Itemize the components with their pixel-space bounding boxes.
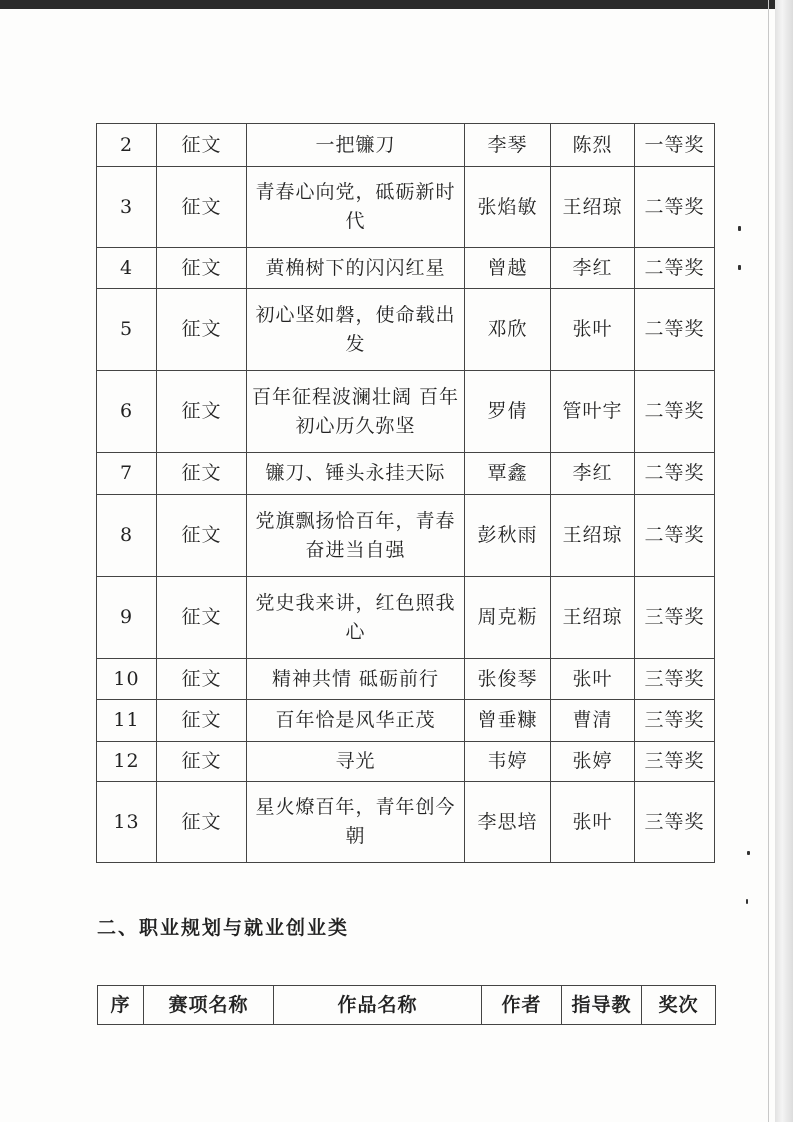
row-author: 李琴 — [465, 124, 551, 167]
row-category: 征文 — [157, 659, 247, 700]
row-title: 青春心向党，砥砺新时代 — [247, 167, 465, 248]
row-category: 征文 — [157, 371, 247, 453]
row-advisor: 王绍琼 — [551, 495, 635, 577]
row-number: 5 — [97, 289, 157, 371]
row-award: 三等奖 — [635, 742, 715, 782]
row-award: 一等奖 — [635, 124, 715, 167]
row-title: 精神共情 砥砺前行 — [247, 659, 465, 700]
row-award: 三等奖 — [635, 782, 715, 863]
table-row — [97, 371, 715, 453]
row-award: 三等奖 — [635, 577, 715, 659]
header-work: 作品名称 — [274, 986, 482, 1025]
row-author: 覃鑫 — [465, 453, 551, 495]
row-title: 党史我来讲，红色照我心 — [247, 577, 465, 659]
row-category: 征文 — [157, 289, 247, 371]
row-title: 寻光 — [247, 742, 465, 782]
row-number: 9 — [97, 577, 157, 659]
row-award: 三等奖 — [635, 659, 715, 700]
header-author: 作者 — [482, 986, 562, 1025]
row-number: 12 — [97, 742, 157, 782]
row-number: 10 — [97, 659, 157, 700]
row-number: 4 — [97, 248, 157, 289]
row-category: 征文 — [157, 167, 247, 248]
row-category: 征文 — [157, 453, 247, 495]
row-author: 周克粝 — [465, 577, 551, 659]
row-award: 二等奖 — [635, 495, 715, 577]
row-advisor: 曹清 — [551, 700, 635, 742]
row-award: 二等奖 — [635, 453, 715, 495]
row-advisor: 张叶 — [551, 289, 635, 371]
row-title: 党旗飘扬恰百年，青春奋进当自强 — [247, 495, 465, 577]
section2-table-header — [97, 985, 716, 1025]
table-row — [97, 289, 715, 371]
row-number: 3 — [97, 167, 157, 248]
table-row — [97, 124, 715, 167]
row-title: 一把镰刀 — [247, 124, 465, 167]
row-author: 张俊琴 — [465, 659, 551, 700]
row-number: 8 — [97, 495, 157, 577]
scan-speck — [738, 265, 741, 270]
row-author: 罗倩 — [465, 371, 551, 453]
scan-speck — [747, 851, 750, 855]
row-author: 韦婷 — [465, 742, 551, 782]
scan-speck — [746, 899, 748, 904]
table-row — [97, 167, 715, 248]
row-title: 镰刀、锤头永挂天际 — [247, 453, 465, 495]
row-category: 征文 — [157, 700, 247, 742]
row-category: 征文 — [157, 782, 247, 863]
scan-speck — [738, 226, 741, 231]
row-author: 曾越 — [465, 248, 551, 289]
row-author: 李思培 — [465, 782, 551, 863]
header-award: 奖次 — [642, 986, 716, 1025]
row-advisor: 李红 — [551, 248, 635, 289]
table-row — [97, 577, 715, 659]
table-row — [97, 453, 715, 495]
row-number: 11 — [97, 700, 157, 742]
table-row — [97, 495, 715, 577]
row-advisor: 管叶宇 — [551, 371, 635, 453]
row-title: 百年征程波澜壮阔 百年初心历久弥坚 — [247, 371, 465, 453]
row-number: 13 — [97, 782, 157, 863]
row-award: 二等奖 — [635, 248, 715, 289]
row-number: 2 — [97, 124, 157, 167]
row-author: 曾垂糠 — [465, 700, 551, 742]
row-category: 征文 — [157, 248, 247, 289]
row-category: 征文 — [157, 742, 247, 782]
row-category: 征文 — [157, 495, 247, 577]
header-no: 序 — [98, 986, 144, 1025]
row-title: 百年恰是风华正茂 — [247, 700, 465, 742]
row-award: 三等奖 — [635, 700, 715, 742]
row-advisor: 李红 — [551, 453, 635, 495]
row-author: 张焰敏 — [465, 167, 551, 248]
award-table — [96, 123, 715, 863]
table-row — [97, 659, 715, 700]
row-author: 邓欣 — [465, 289, 551, 371]
row-award: 二等奖 — [635, 371, 715, 453]
row-advisor: 张婷 — [551, 742, 635, 782]
row-number: 7 — [97, 453, 157, 495]
row-category: 征文 — [157, 124, 247, 167]
scan-right-edge — [775, 0, 793, 1122]
row-advisor: 陈烈 — [551, 124, 635, 167]
scan-edge-line — [768, 0, 769, 1122]
row-advisor: 张叶 — [551, 659, 635, 700]
table-row — [97, 742, 715, 782]
header-advisor: 指导教 — [562, 986, 642, 1025]
row-award: 二等奖 — [635, 289, 715, 371]
row-title: 黄桷树下的闪闪红星 — [247, 248, 465, 289]
header-row — [98, 986, 716, 1025]
header-event: 赛项名称 — [144, 986, 274, 1025]
row-title: 星火燎百年，青年创今朝 — [247, 782, 465, 863]
row-advisor: 王绍琼 — [551, 577, 635, 659]
row-author: 彭秋雨 — [465, 495, 551, 577]
table-row — [97, 782, 715, 863]
row-advisor: 张叶 — [551, 782, 635, 863]
row-award: 二等奖 — [635, 167, 715, 248]
scan-top-edge — [0, 0, 793, 9]
row-title: 初心坚如磐，使命载出发 — [247, 289, 465, 371]
table-row — [97, 700, 715, 742]
table-row — [97, 248, 715, 289]
row-category: 征文 — [157, 577, 247, 659]
row-number: 6 — [97, 371, 157, 453]
section-title: 二、职业规划与就业创业类 — [97, 917, 350, 939]
row-advisor: 王绍琼 — [551, 167, 635, 248]
